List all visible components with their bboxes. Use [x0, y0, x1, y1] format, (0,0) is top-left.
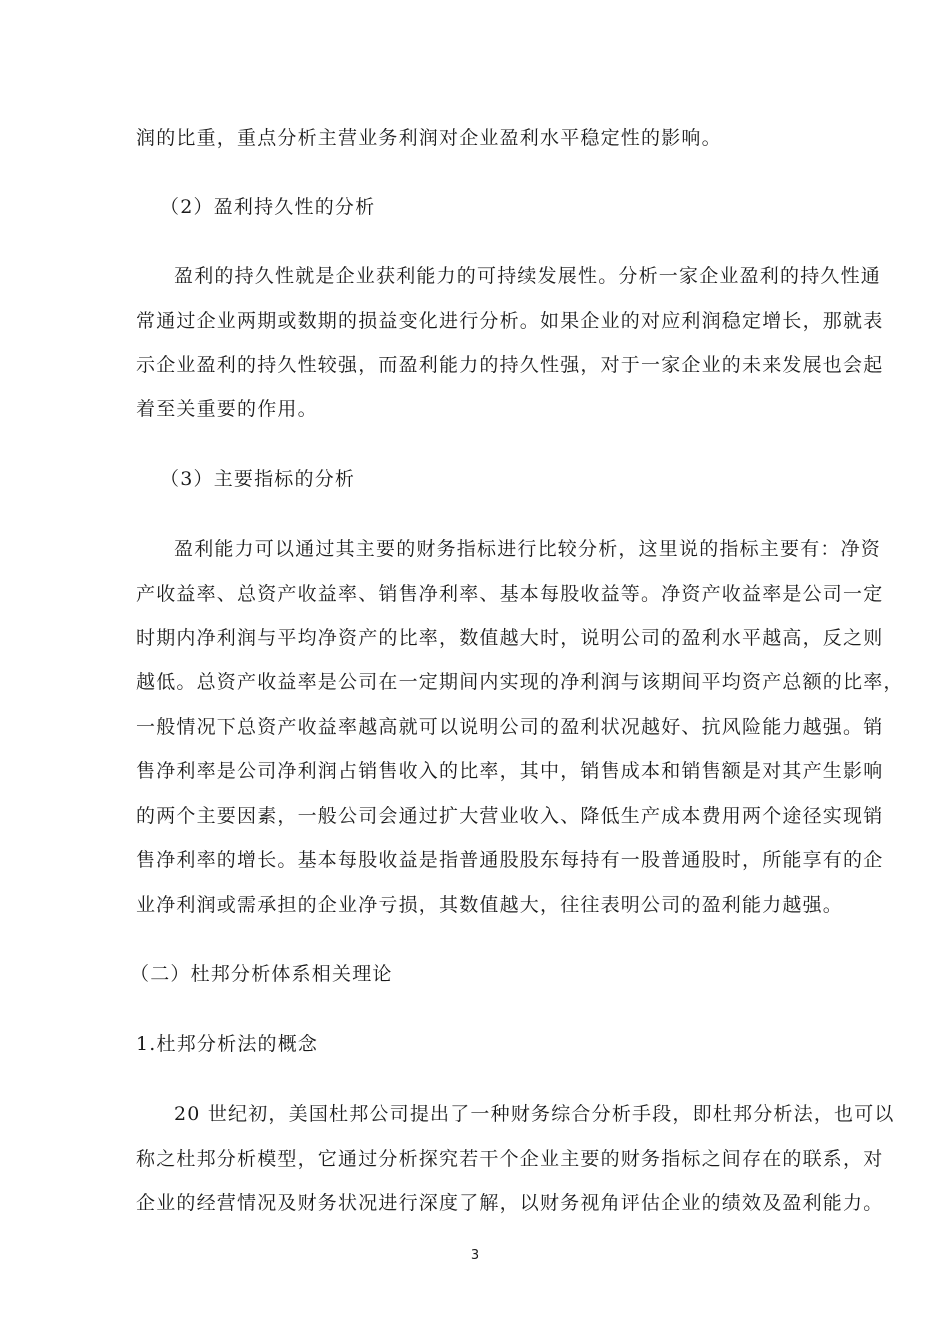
paragraph-line: 着至关重要的作用。 [136, 398, 318, 420]
paragraph-line: 盈利能力可以通过其主要的财务指标进行比较分析，这里说的指标主要有：净资 [174, 538, 882, 560]
paragraph-line: 企业的经营情况及财务状况进行深度了解，以财务视角评估企业的绩效及盈利能力。 [136, 1192, 884, 1214]
paragraph-line: 售净利率是公司净利润占销售收入的比率，其中，销售成本和销售额是对其产生影响 [136, 760, 884, 782]
paragraph-line: 一般情况下总资产收益率越高就可以说明公司的盈利状况越好、抗风险能力越强。销 [136, 716, 884, 738]
page-number: 3 [470, 1248, 480, 1263]
section-heading: （二）杜邦分析体系相关理论 [130, 963, 393, 985]
paragraph-line: 时期内净利润与平均净资产的比率，数值越大时，说明公司的盈利水平越高，反之则 [136, 627, 884, 649]
paragraph-line: 业净利润或需承担的企业净亏损，其数值越大，往往表明公司的盈利能力越强。 [136, 894, 844, 916]
paragraph-line: 越低。总资产收益率是公司在一定期间内实现的净利润与该期间平均资产总额的比率， [136, 671, 904, 693]
paragraph-line: 常通过企业两期或数期的损益变化进行分析。如果企业的对应利润稳定增长，那就表 [136, 310, 884, 332]
section-heading: 1.杜邦分析法的概念 [136, 1033, 319, 1055]
paragraph-line: 20 世纪初，美国杜邦公司提出了一种财务综合分析手段，即杜邦分析法，也可以 [174, 1103, 895, 1125]
paragraph-line: 示企业盈利的持久性较强，而盈利能力的持久性强，对于一家企业的未来发展也会起 [136, 354, 884, 376]
paragraph-line: 售净利率的增长。基本每股收益是指普通股股东每持有一股普通股时，所能享有的企 [136, 849, 884, 871]
paragraph-line: 润的比重，重点分析主营业务利润对企业盈利水平稳定性的影响。 [136, 127, 722, 149]
paragraph-line: 称之杜邦分析模型，它通过分析探究若干个企业主要的财务指标之间存在的联系，对 [136, 1148, 884, 1170]
paragraph-line: 产收益率、总资产收益率、销售净利率、基本每股收益等。净资产收益率是公司一定 [136, 583, 884, 605]
subheading: （2）盈利持久性的分析 [160, 196, 376, 218]
paragraph-line: 盈利的持久性就是企业获利能力的可持续发展性。分析一家企业盈利的持久性通 [174, 265, 882, 287]
subheading: （3）主要指标的分析 [160, 468, 356, 490]
paragraph-line: 的两个主要因素，一般公司会通过扩大营业收入、降低生产成本费用两个途径实现销 [136, 805, 884, 827]
